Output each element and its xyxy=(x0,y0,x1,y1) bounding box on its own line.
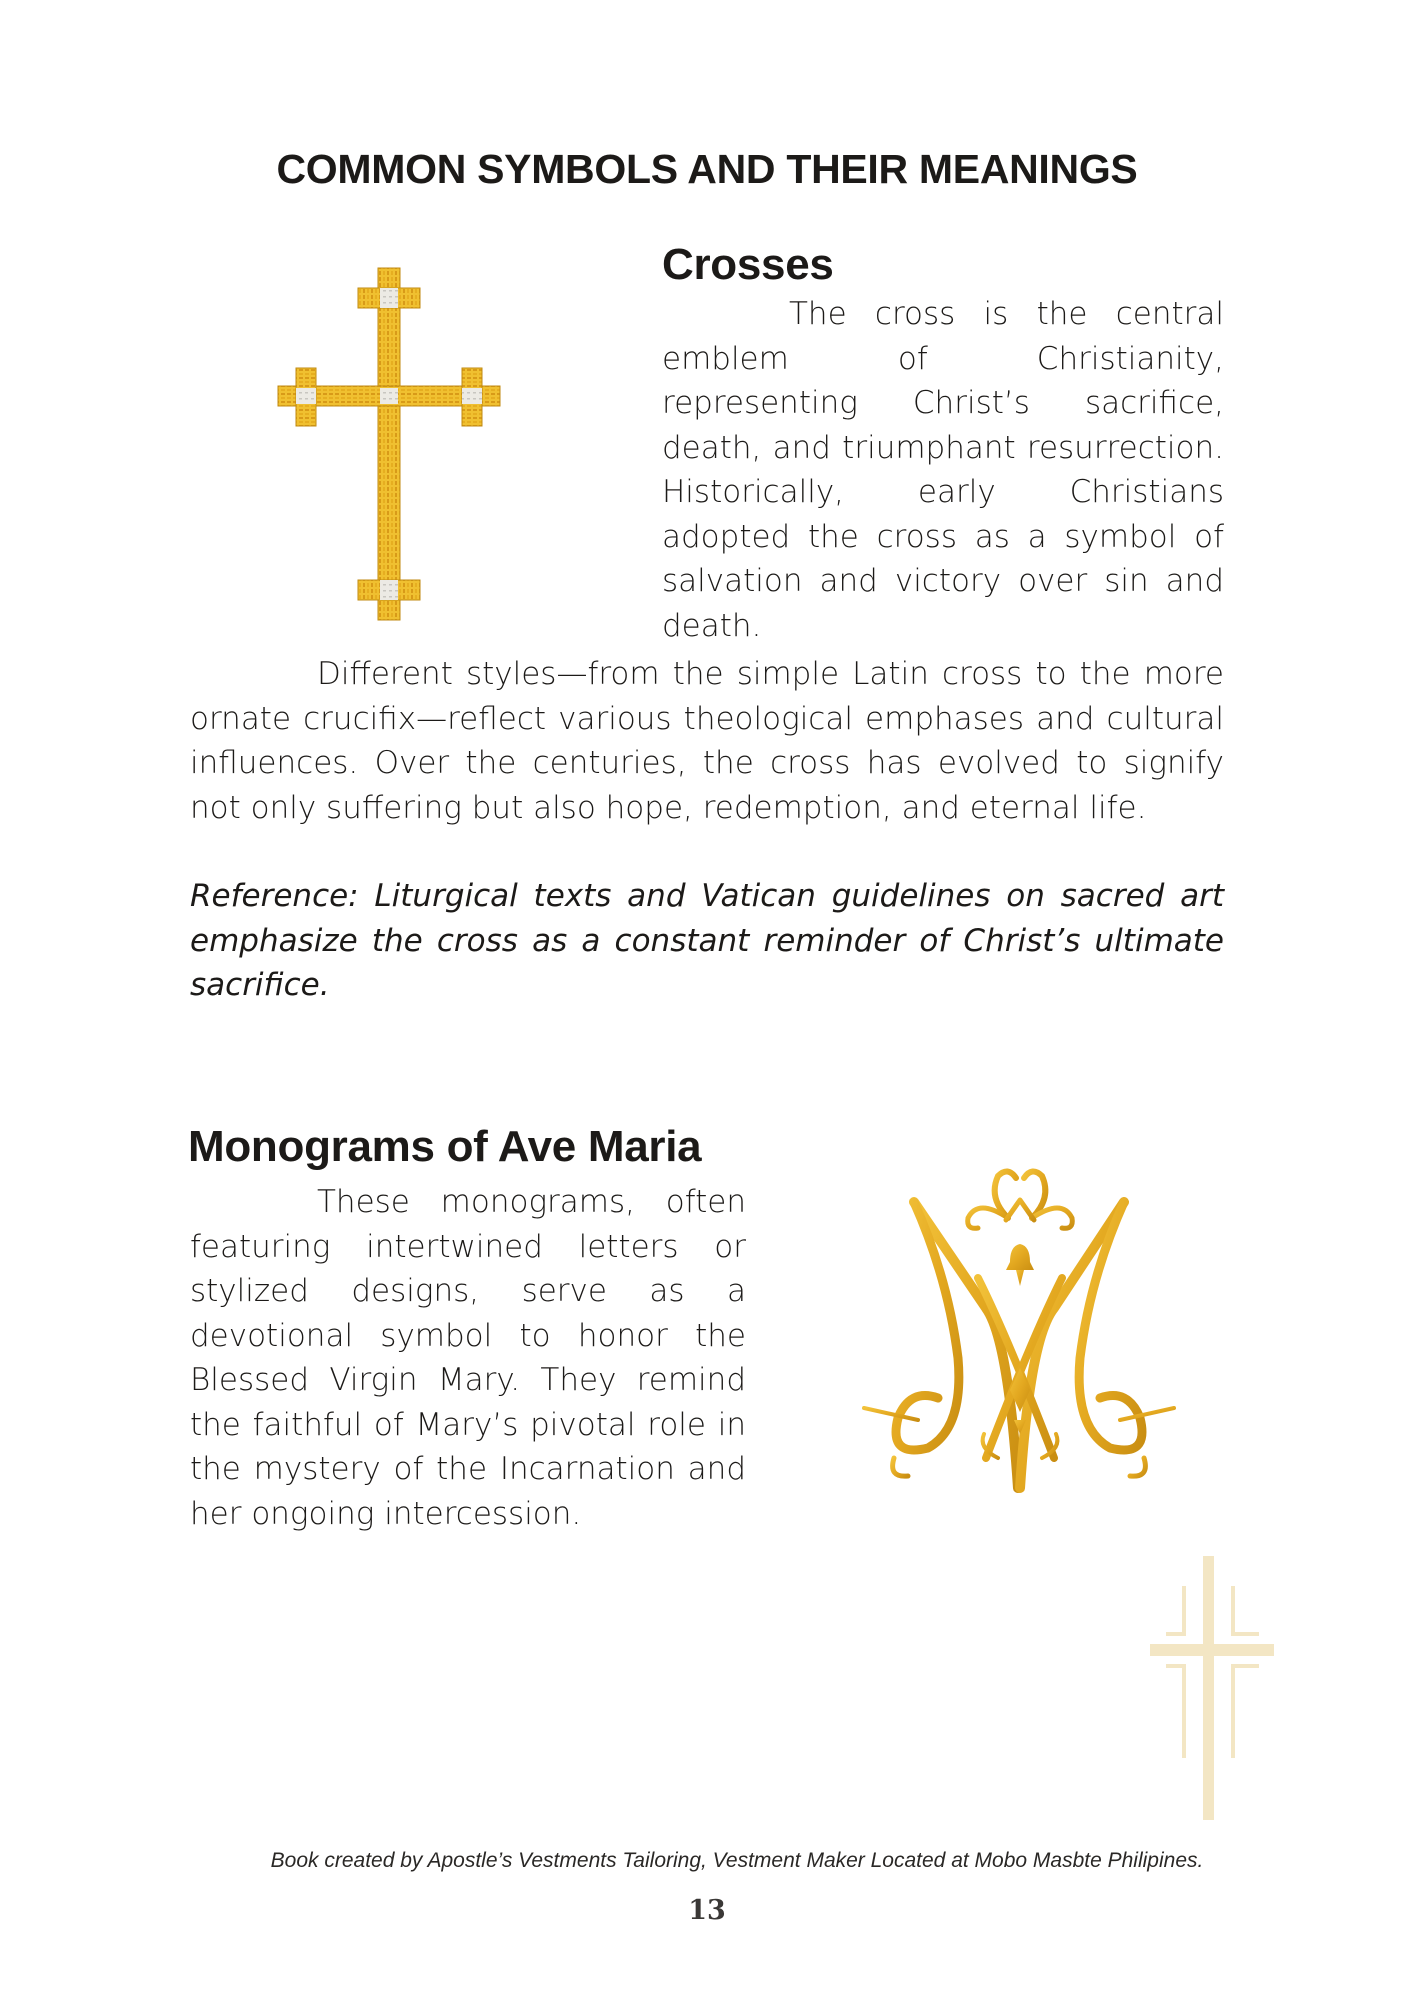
cross-watermark-icon xyxy=(1148,1552,1278,1842)
crosses-paragraph-2: Different styles—from the simple Latin cross to the more ornate crucifix—reflect various theological emphases and cultural influences. Over the centuries, the cross has evolved to signify not only suffering but also hope, redemption, and eternal life. xyxy=(190,656,1224,826)
page-number: 13 xyxy=(688,1895,726,1926)
crosses-heading: Crosses xyxy=(662,240,834,289)
embroidered-gold-cross-icon xyxy=(274,264,504,624)
page-title: COMMON SYMBOLS AND THEIR MEANINGS xyxy=(276,146,1138,192)
crosses-reference: Reference: Liturgical texts and Vatican guidelines on sacred art emphasize the cross as a constant reminder of Christ’s ultimate sacrifice. xyxy=(190,878,1224,1003)
monograms-heading: Monograms of Ave Maria xyxy=(188,1122,702,1171)
crosses-paragraph-1: The cross is the central emblem of Christianity, representing Christ’s sacrifice, death, and triumphant resurrection. Historically, early Christians adopted the cross as a symbol of salvation and victory over sin and death. xyxy=(662,296,1224,644)
monograms-paragraph-1: These monograms, often featuring intertwined letters or stylized designs, serve as a devotional symbol to honor the Blessed Virgin Mary. They remind the faithful of Mary’s pivotal role in the mystery of the Incarnation and her ongoing intercession. xyxy=(190,1184,746,1532)
footer-credit: Book created by Apostle’s Vestments Tailoring, Vestment Maker Located at Mobo Masbte Philipines. xyxy=(270,1849,1204,1872)
ave-maria-monogram-icon xyxy=(858,1158,1188,1518)
